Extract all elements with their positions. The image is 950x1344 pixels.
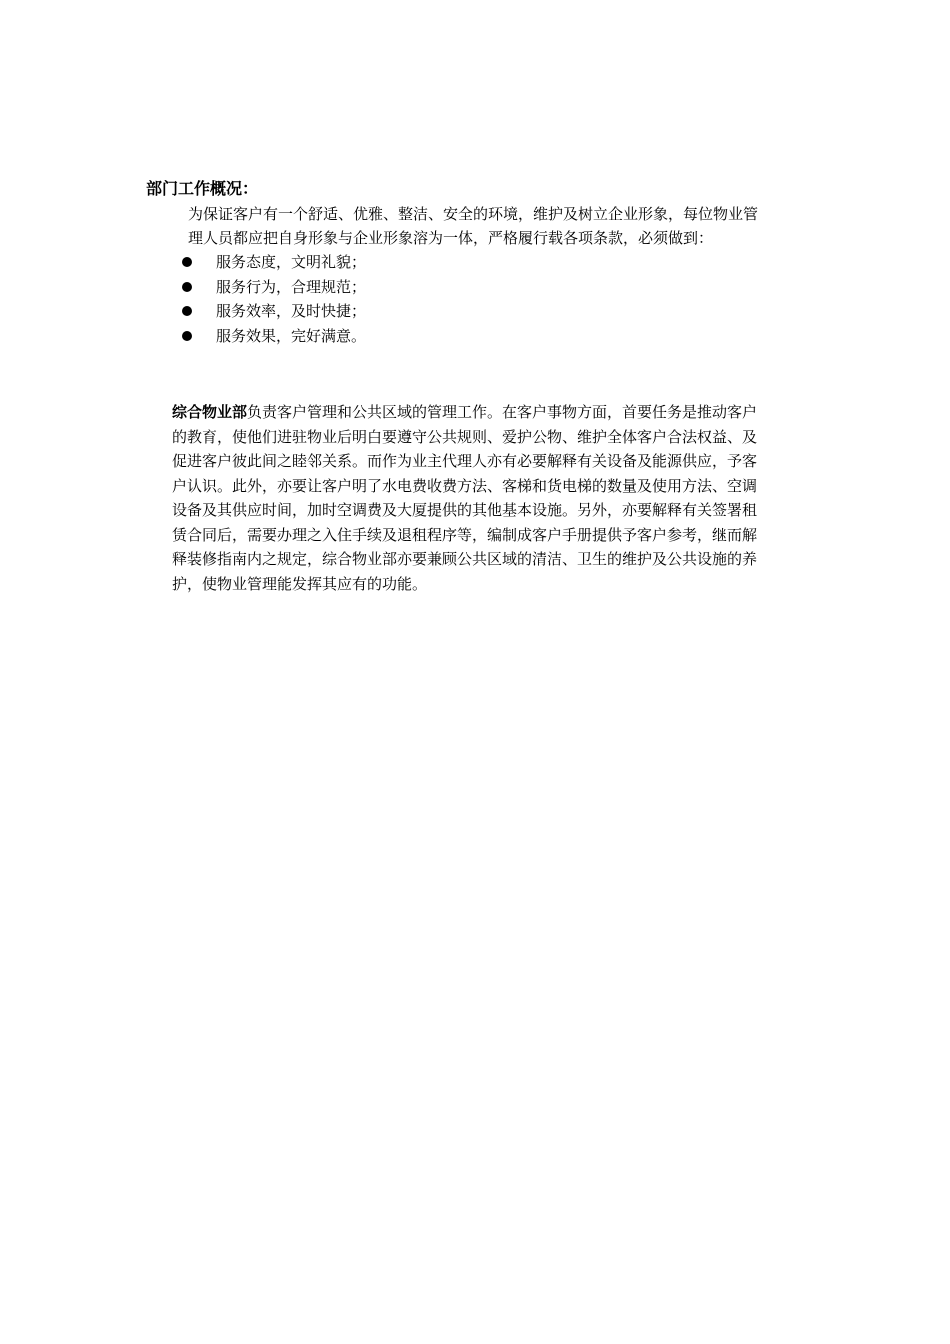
- list-item-text: 服务效果，完好满意。: [216, 326, 367, 345]
- paragraph-line: 的教育，使他们进驻物业后明白要遵守公共规则、爱护公物、维护全体客户合法权益、及: [172, 427, 758, 446]
- paragraph-line: 释装修指南内之规定，综合物业部亦要兼顾公共区域的清洁、卫生的维护及公共设施的养: [172, 550, 758, 568]
- paragraph-line: 户认识。此外，亦要让客户明了水电费收费方法、客梯和货电梯的数量及使用方法、空调: [172, 476, 758, 495]
- paragraph-line: 护，使物业管理能发挥其应有的功能。: [172, 574, 428, 593]
- list-item: [178, 324, 366, 349]
- intro-line: 理人员都应把自身形象与企业形象溶为一体，严格履行载各项条款，必须做到：: [188, 229, 714, 247]
- list-item-text: 服务行为，合理规范；: [216, 277, 367, 296]
- list-item: [178, 275, 366, 300]
- department-description: [172, 400, 837, 596]
- bullet-icon: [182, 331, 192, 341]
- bullet-icon: [182, 257, 192, 267]
- list-item-text: 服务效率，及时快捷；: [216, 302, 367, 320]
- bullet-icon: [182, 306, 192, 316]
- paragraph-line: 促进客户彼此间之睦邻关系。而作为业主代理人亦有必要解释有关设备及能源供应，予客: [172, 452, 758, 470]
- list-item: [178, 299, 366, 324]
- paragraph-line: [172, 400, 837, 425]
- paragraph-line-text: 负责客户管理和公共区域的管理工作。在客户事物方面，首要任务是推动客户: [247, 403, 758, 421]
- intro-paragraph: [188, 202, 843, 250]
- list-item-text: 服务态度，文明礼貌；: [216, 253, 367, 271]
- paragraph-line: 设备及其供应时间，加时空调费及大厦提供的其他基本设施。另外，亦要解释有关签署租: [172, 501, 758, 519]
- list-item: [178, 250, 366, 275]
- bullet-icon: [182, 282, 192, 292]
- requirements-list: [178, 250, 366, 348]
- department-name: 综合物业部: [172, 403, 248, 421]
- section-title: 部门工作概况：: [146, 179, 259, 198]
- paragraph-line: 赁合同后，需要办理之入住手续及退租程序等，编制成客户手册提供予客户参考，继而解: [172, 525, 758, 544]
- intro-line: 为保证客户有一个舒适、优雅、整洁、安全的环境，维护及树立企业形象，每位物业管: [188, 205, 759, 223]
